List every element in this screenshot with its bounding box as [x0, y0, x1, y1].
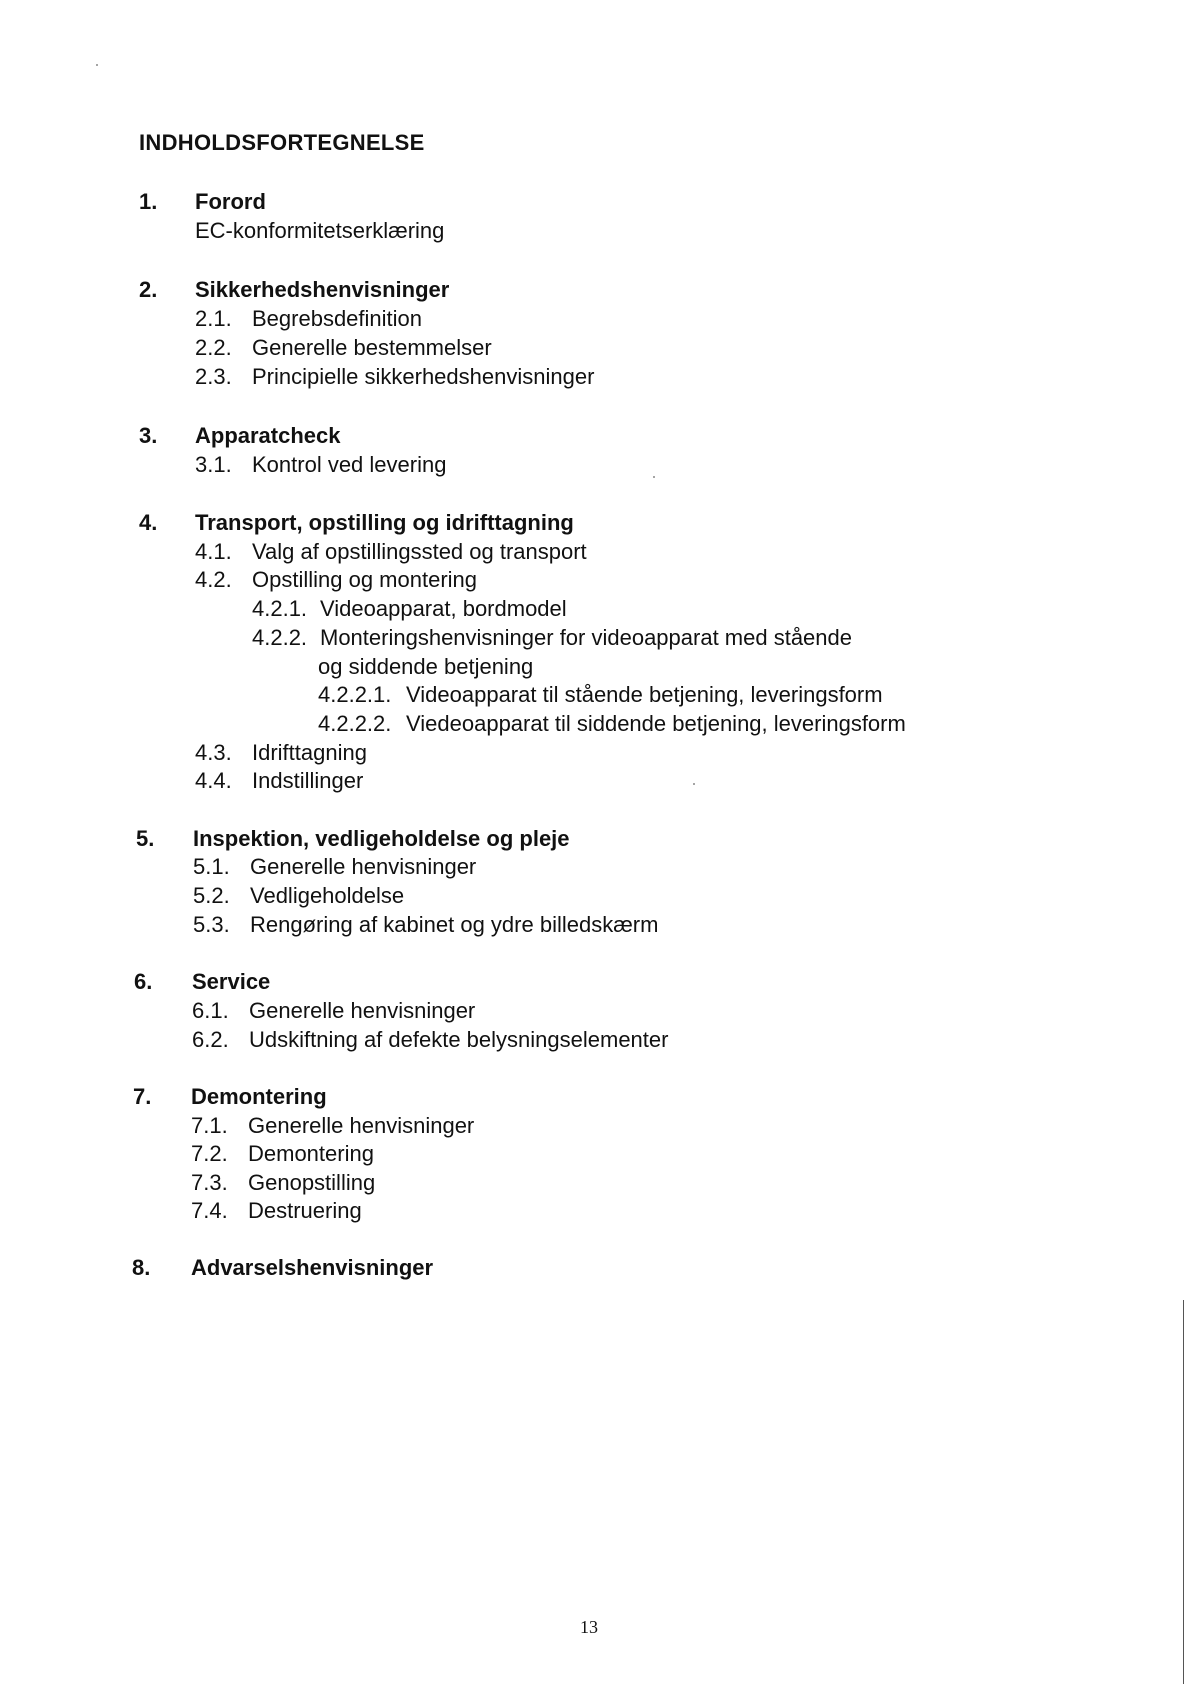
toc-entry-text: Idrifttagning [252, 740, 367, 765]
toc-entry-number: 4.2.2.1. [318, 682, 392, 707]
toc-entry-text: Generelle henvisninger [248, 1113, 475, 1138]
toc-entry [195, 218, 444, 244]
toc-entry-number: 7.3. [191, 1170, 228, 1195]
toc-entry-text: EC-konformitetserklæring [195, 218, 445, 243]
toc-entry [191, 1113, 474, 1139]
toc-entry [195, 567, 477, 593]
toc-entry-text: Valg af opstillingssted og transport [252, 539, 587, 564]
toc-entry [195, 740, 367, 766]
toc-entry-number: 7.2. [191, 1141, 228, 1166]
toc-entry-text: Generelle henvisninger [249, 998, 476, 1023]
section-number: 1. [139, 189, 158, 214]
toc-entry-text: Generelle bestemmelser [252, 335, 492, 360]
toc-entry [318, 711, 906, 737]
section-number: 4. [139, 510, 158, 535]
toc-entry-text: Indstillinger [252, 768, 364, 793]
toc-entry [195, 539, 587, 565]
toc-entry [193, 883, 404, 909]
toc-entry-text: Demontering [248, 1141, 374, 1166]
toc-entry [191, 1198, 362, 1224]
toc-entry-number: 4.3. [195, 740, 232, 765]
toc-entry-text: Principielle sikkerhedshenvisninger [252, 364, 595, 389]
toc-entry-number: 5.3. [193, 912, 230, 937]
toc-entry [193, 854, 476, 880]
toc-entry-number: 2.1. [195, 306, 232, 331]
toc-entry [252, 596, 567, 622]
toc-entry-continuation [318, 654, 533, 680]
section-title: Apparatcheck [195, 423, 341, 448]
section-title: Demontering [191, 1084, 327, 1109]
page-number: 13 [580, 1617, 598, 1637]
toc-entry-number: 4.2. [195, 567, 232, 592]
toc-entry-text: Udskiftning af defekte belysningselementer [249, 1027, 669, 1052]
toc-entry [195, 768, 363, 794]
toc-entry-text: Vedligeholdelse [250, 883, 405, 908]
toc-entry-number: 2.2. [195, 335, 232, 360]
toc-entry-text: Begrebsdefinition [252, 306, 423, 331]
toc-entry-number: 4.1. [195, 539, 232, 564]
toc-entry [191, 1170, 375, 1196]
toc-entry-text: Generelle henvisninger [250, 854, 477, 879]
scan-speck [653, 476, 655, 478]
toc-entry-text: Monteringshenvisninger for videoapparat med stående [320, 625, 852, 650]
section-title: Advarselshenvisninger [191, 1255, 434, 1280]
toc-entry-number: 3.1. [195, 452, 232, 477]
toc-entry-number: 4.4. [195, 768, 232, 793]
section-number: 5. [136, 826, 155, 851]
toc-entry-text: og siddende betjening [318, 654, 534, 679]
toc-entry-number: 6.1. [192, 998, 229, 1023]
toc-entry-text: Videoapparat til stående betjening, leveringsform [406, 682, 883, 707]
toc-entry [195, 364, 594, 390]
toc-entry [191, 1141, 374, 1167]
toc-entry-text: Destruering [248, 1198, 362, 1223]
toc-entry-text: Videoapparat, bordmodel [320, 596, 567, 621]
toc-entry [192, 998, 475, 1024]
section-number: 3. [139, 423, 158, 448]
section-title: Transport, opstilling og idrifttagning [195, 510, 574, 535]
section-number: 2. [139, 277, 158, 302]
toc-entry-number: 4.2.2. [252, 625, 308, 650]
toc-entry-number: 4.2.2.2. [318, 711, 392, 736]
toc-entry [193, 912, 658, 938]
toc-entry-number: 2.3. [195, 364, 232, 389]
section-number: 6. [134, 969, 153, 994]
section-title: Forord [195, 189, 266, 214]
toc-entry-number: 7.4. [191, 1198, 228, 1223]
toc-entry [195, 306, 422, 332]
toc-entry-number: 5.1. [193, 854, 230, 879]
scan-speck [693, 783, 695, 785]
toc-entry-number: 4.2.1. [252, 596, 308, 621]
toc-entry-number: 5.2. [193, 883, 230, 908]
toc-entry [195, 452, 446, 478]
toc-entry-text: Opstilling og montering [252, 567, 478, 592]
toc-entry-number: 7.1. [191, 1113, 228, 1138]
toc-entry [318, 682, 883, 708]
toc-entry [195, 335, 492, 361]
toc-entry-text: Viedeoapparat til siddende betjening, leveringsform [406, 711, 906, 736]
section-number: 8. [132, 1255, 151, 1280]
toc-entry [192, 1027, 668, 1053]
toc-entry-number: 6.2. [192, 1027, 229, 1052]
section-number: 7. [133, 1084, 152, 1109]
section-title: Inspektion, vedligeholdelse og pleje [193, 826, 570, 851]
toc-title: INDHOLDSFORTEGNELSE [139, 130, 425, 155]
toc-entry-text: Kontrol ved levering [252, 452, 447, 477]
toc-entry [252, 625, 852, 651]
toc-entry-text: Rengøring af kabinet og ydre billedskærm [250, 912, 659, 937]
section-title: Sikkerhedshenvisninger [195, 277, 450, 302]
toc-entry-text: Genopstilling [248, 1170, 376, 1195]
scan-edge-line [1183, 1300, 1184, 1684]
section-title: Service [192, 969, 271, 994]
scan-speck [96, 64, 98, 66]
